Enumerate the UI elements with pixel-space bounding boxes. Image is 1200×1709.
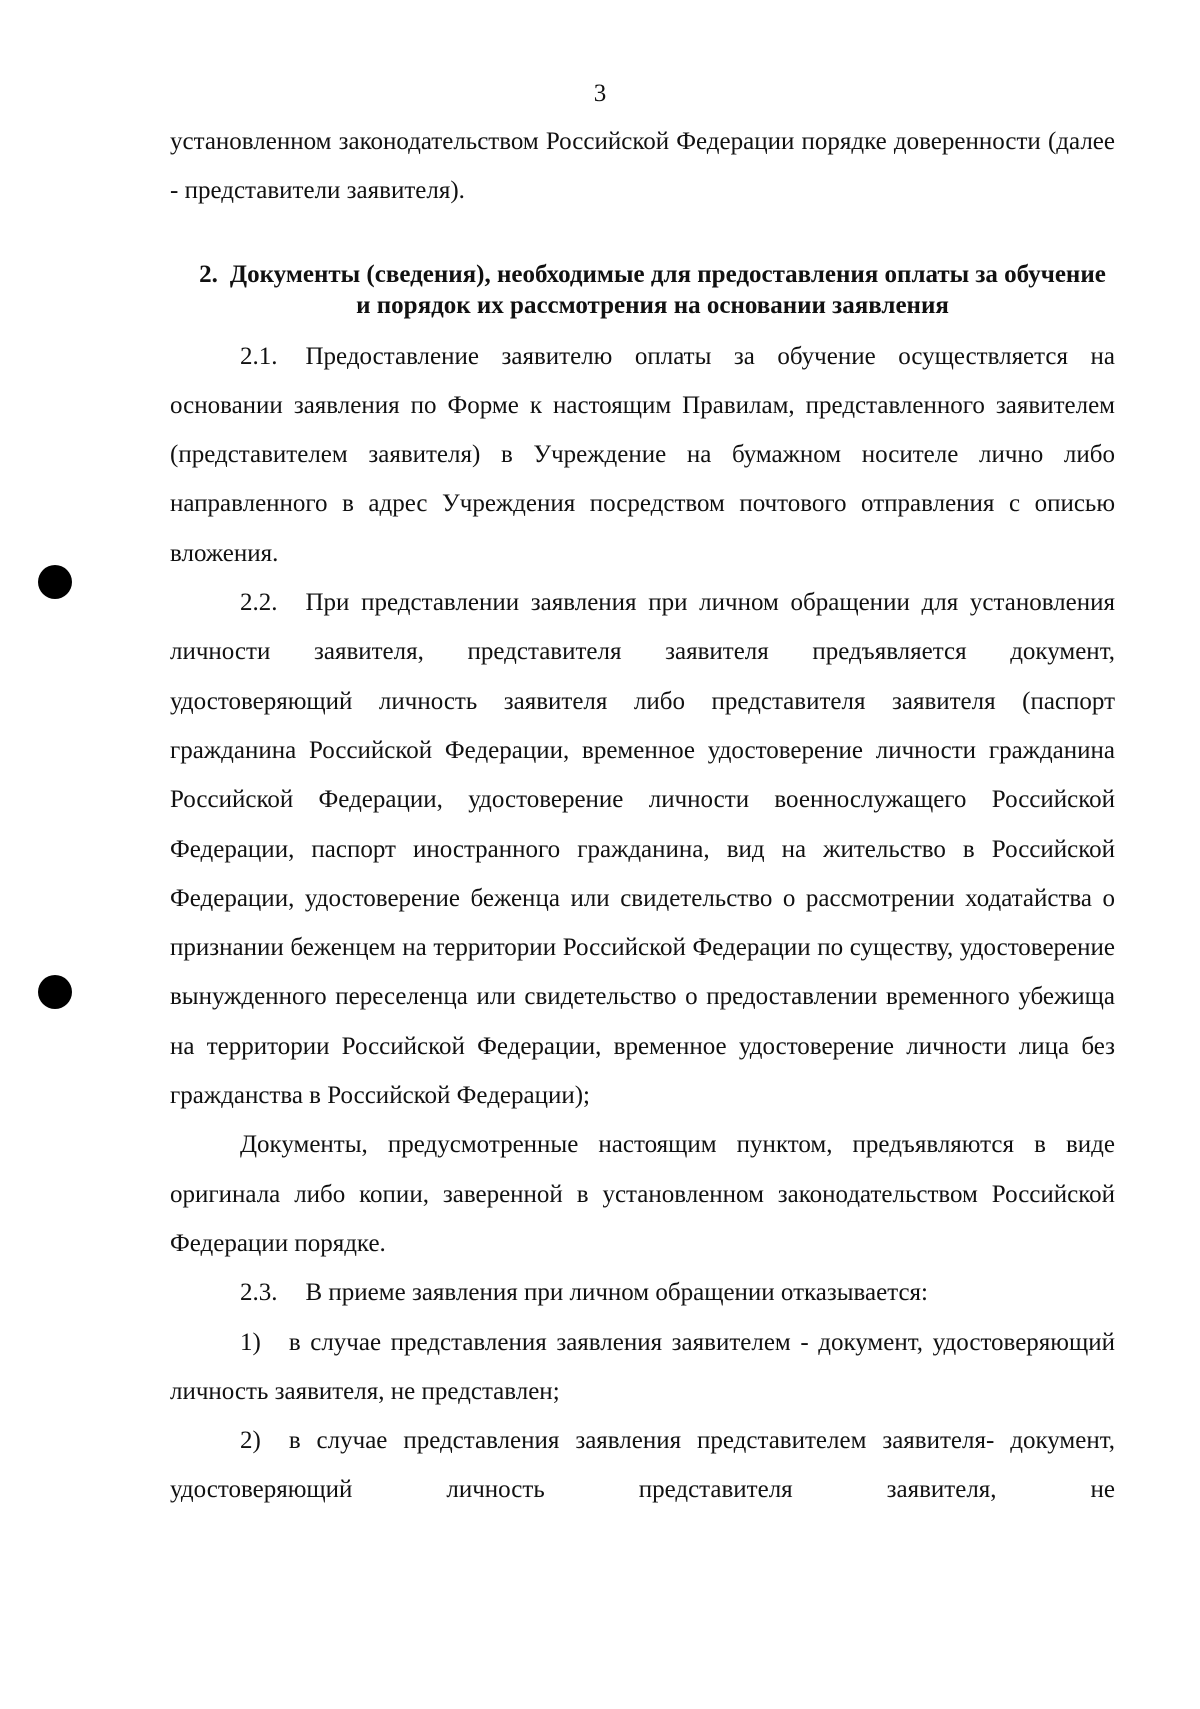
list-item-number: 1) — [240, 1328, 261, 1356]
paragraph-text: В приеме заявления при личном обращении отказывается: — [305, 1279, 928, 1307]
paragraph-2-3 — [170, 1268, 1115, 1317]
paragraph-number: 2.2. — [240, 589, 278, 617]
paragraph-text: Предоставление заявителю оплаты за обучение осуществляется на основании заявления по Форме к настоящим Правилам, представленного заявителем (представителем заявителя) в Учреждение на бумажном носителе лично либо направленного в адрес Учреждения посредством почтового отправления с описью вложения. — [170, 342, 1115, 567]
punch-hole-lower — [38, 975, 72, 1009]
list-item-text: в случае представления заявления представителем заявителя- документ, удостоверяющий личность представителя заявителя, не — [170, 1427, 1115, 1504]
paragraph-number: 2.1. — [240, 342, 278, 370]
paragraph-text: При представлении заявления при личном обращении для установления личности заявителя, представителя заявителя предъявляется документ, удостоверяющий личность заявителя либо представителя заявителя (паспорт гражданина Российской Федерации, временное удостоверение личности гражданина Российской Федерации, удостоверение личности военнослужащего Российской Федерации, паспорт иностранного гражданина, вид на жительство в Российской Федерации, удостоверение беженца или свидетельство о рассмотрении ходатайства о признании беженцем на территории Российской Федерации по существу, удостоверение вынужденного переселенца или свидетельство о предоставлении временного убежища на территории Российской Федерации, временное удостоверение личности лица без гражданства в Российской Федерации); — [170, 589, 1115, 1110]
section-heading-text: Документы (сведения), необходимые для предоставления оплаты за обучение и порядок их рассмотрения на основании заявления — [229, 260, 1106, 319]
paragraph-number: 2.3. — [240, 1279, 278, 1307]
list-item-text: в случае представления заявления заявителем - документ, удостоверяющий личность заявителя, не представлен; — [170, 1328, 1115, 1405]
list-item-2 — [170, 1416, 1115, 1515]
document-body — [170, 117, 1115, 1515]
section-heading-number: 2. — [199, 260, 218, 288]
punch-hole-upper — [38, 565, 72, 599]
section-heading — [190, 259, 1115, 321]
list-item-1 — [170, 1318, 1115, 1417]
paragraph-documents-note — [170, 1120, 1115, 1268]
list-item-number: 2) — [240, 1427, 261, 1455]
paragraph-2-2 — [170, 578, 1115, 1120]
page-number: 3 — [593, 80, 607, 107]
paragraph-text: Документы, предусмотренные настоящим пунктом, предъявляются в виде оригинала либо копии, заверенной в установленном законодательством Российской Федерации порядке. — [170, 1131, 1115, 1257]
paragraph-2-1 — [170, 332, 1115, 578]
continuation-paragraph: установленном законодательством Российской Федерации порядке доверенности (далее - представители заявителя). — [170, 128, 1115, 205]
